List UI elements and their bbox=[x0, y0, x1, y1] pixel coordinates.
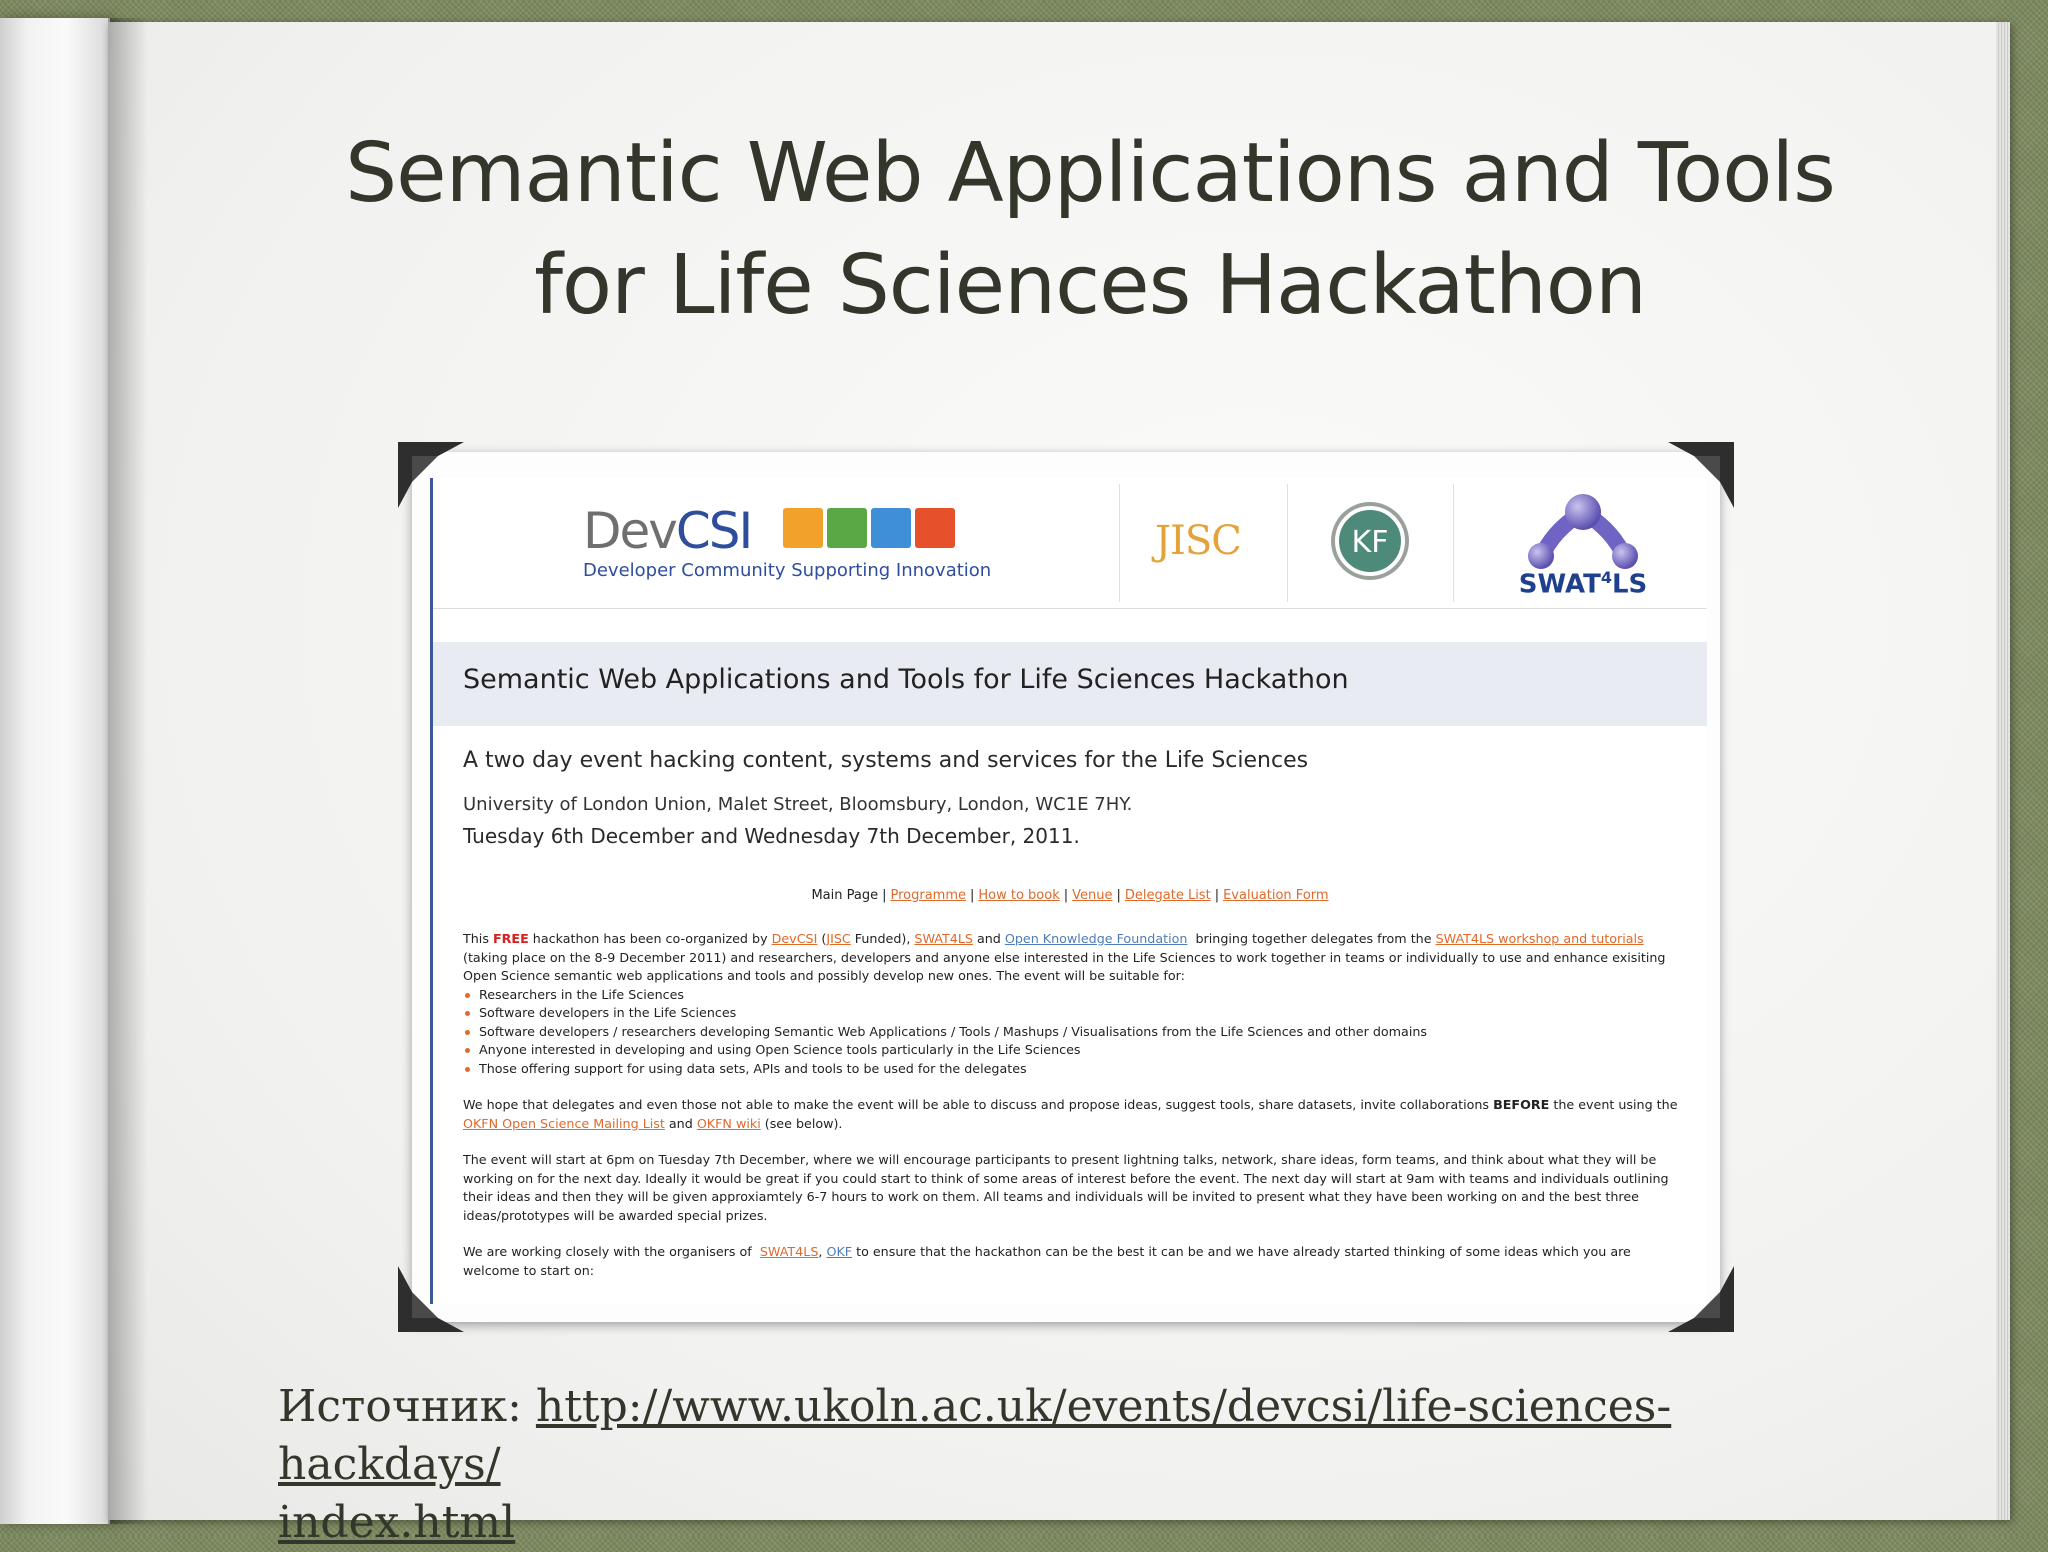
nav-link-programme[interactable]: Programme bbox=[890, 888, 966, 903]
source-label: Источник bbox=[278, 1381, 508, 1432]
organisers-paragraph: We are working closely with the organisers of SWAT4LS, OKF to ensure that the hackathon can be the best it can be and we have already started thinking of some ideas which you are welcome to start on: bbox=[463, 1244, 1631, 1278]
logo-divider bbox=[1453, 484, 1454, 602]
link-devcsi[interactable]: DevCSI bbox=[771, 931, 818, 946]
collaboration-paragraph: We hope that delegates and even those not able to make the event will be able to discuss and propose ideas, suggest tools, share datasets, invite collaborations BEFORE the event using the OKFN Open Science Mailing List and OKFN wiki (see below). bbox=[463, 1097, 1678, 1131]
site-nav: Main Page | Programme | How to book | Venue | Delegate List | Evaluation Form bbox=[811, 888, 1329, 903]
logo-divider bbox=[1287, 484, 1288, 602]
source-citation: Источник: http://www.ukoln.ac.uk/events/devcsi/life-sciences-hackdays/ index.html bbox=[278, 1381, 1672, 1548]
devcsi-tagline: Developer Community Supporting Innovation bbox=[583, 560, 992, 581]
link-swat4ls-workshop[interactable]: SWAT4LS workshop and tutorials bbox=[1435, 931, 1644, 946]
slide-title-line1: Semantic Web Applications and Tools bbox=[345, 126, 1835, 221]
jisc-logo: JISC bbox=[1155, 518, 1241, 564]
okf-logo bbox=[1329, 500, 1411, 582]
nav-link-evaluation-form[interactable]: Evaluation Form bbox=[1223, 888, 1329, 903]
devcsi-tiles-icon bbox=[783, 508, 959, 552]
screenshot-photo-frame bbox=[412, 452, 1720, 1322]
devcsi-wordmark bbox=[583, 502, 751, 560]
free-label: FREE bbox=[492, 931, 529, 946]
list-item: Researchers in the Life Sciences bbox=[463, 986, 1683, 1005]
list-item: Software developers in the Life Sciences bbox=[463, 1004, 1683, 1023]
schedule-paragraph: The event will start at 6pm on Tuesday 7th December, where we will encourage participants to present lightning talks, network, share ideas, form teams, and think about what they will be working on for the next day. Ideally it would be great if you could start to think of some areas of interest before the event. The next day will start at 9am with teams and individuals outlining their ideas and then they will be given approxiamtely 6-7 hours to work on them. All teams and individuals will be invited to present what they have been working on and the best three ideas/prototypes will be awarded special prizes. bbox=[463, 1152, 1669, 1223]
before-label: BEFORE bbox=[1493, 1097, 1550, 1112]
page-subheading: A two day event hacking content, systems and services for the Life Sciences bbox=[463, 748, 1309, 773]
intro-paragraph: This FREE hackathon has been co-organized by DevCSI (JISC Funded), SWAT4LS and Open Knowledge Foundation bringing together delegates from the SWAT4LS workshop and tutorials (taking place on the 8-9 December 2011) and researchers, developers and anyone else interested in the Life Sciences to work together in teams or individually to use and enhance exisiting Open Science semantic web applications and tools and possibly develop new ones. The event will be suitable for: bbox=[463, 931, 1666, 983]
swat4ls-logo bbox=[1513, 490, 1653, 602]
slide-title bbox=[230, 118, 1950, 342]
link-okfn-mailing-list[interactable]: OKFN Open Science Mailing List bbox=[463, 1115, 665, 1131]
audience-list bbox=[463, 986, 1683, 1079]
list-item: Anyone interested in developing and using Open Science tools particularly in the Life Sciences bbox=[463, 1041, 1683, 1060]
devcsi-dev-text: Dev bbox=[583, 502, 676, 560]
swat4ls-molecule-icon bbox=[1513, 490, 1653, 570]
source-link[interactable]: http://www.ukoln.ac.uk/events/devcsi/life-sciences-hackdays/ index.html bbox=[278, 1381, 1672, 1548]
webpage-screenshot bbox=[430, 478, 1707, 1304]
page-heading: Semantic Web Applications and Tools for Life Sciences Hackathon bbox=[463, 664, 1349, 695]
venue-address: University of London Union, Malet Street, Bloomsbury, London, WC1E 7HY. bbox=[463, 794, 1133, 815]
link-open-knowledge-foundation[interactable]: Open Knowledge Foundation bbox=[1004, 931, 1188, 946]
link-swat4ls[interactable]: SWAT4LS bbox=[914, 931, 973, 946]
devcsi-csi-text: CSI bbox=[675, 502, 752, 560]
list-item: Software developers / researchers developing Semantic Web Applications / Tools / Mashups / Visualisations from the Life Sciences and other domains bbox=[463, 1023, 1683, 1042]
link-okfn-wiki[interactable]: OKFN wiki bbox=[696, 1115, 761, 1131]
page-heading-bar bbox=[433, 642, 1707, 726]
link-okf[interactable]: OKF bbox=[826, 1244, 853, 1259]
logo-divider bbox=[1119, 484, 1120, 602]
spine-shadow bbox=[108, 18, 148, 1524]
page-body bbox=[463, 930, 1683, 1298]
slide-title-line2: for Life Sciences Hackathon bbox=[534, 238, 1646, 333]
nav-link-venue[interactable]: Venue bbox=[1072, 888, 1113, 903]
link-jisc[interactable]: JISC bbox=[826, 931, 851, 946]
nav-link-how-to-book[interactable]: How to book bbox=[978, 888, 1060, 903]
nav-current-main-page: Main Page bbox=[811, 888, 879, 903]
list-item: Those offering support for using data sets, APIs and tools to be used for the delegates bbox=[463, 1060, 1683, 1079]
left-page-edge bbox=[0, 18, 110, 1524]
event-dates: Tuesday 6th December and Wednesday 7th December, 2011. bbox=[463, 824, 1080, 848]
nav-link-delegate-list[interactable]: Delegate List bbox=[1124, 888, 1211, 903]
logo-bar bbox=[433, 478, 1707, 609]
page-stack-edge bbox=[1996, 22, 2010, 1520]
devcsi-logo bbox=[583, 502, 992, 582]
link-swat4ls-organisers[interactable]: SWAT4LS bbox=[759, 1244, 819, 1259]
swat4ls-wordmark: SWAT$^4$LS bbox=[1518, 568, 1648, 600]
svg-text:KF: KF bbox=[1351, 525, 1389, 560]
